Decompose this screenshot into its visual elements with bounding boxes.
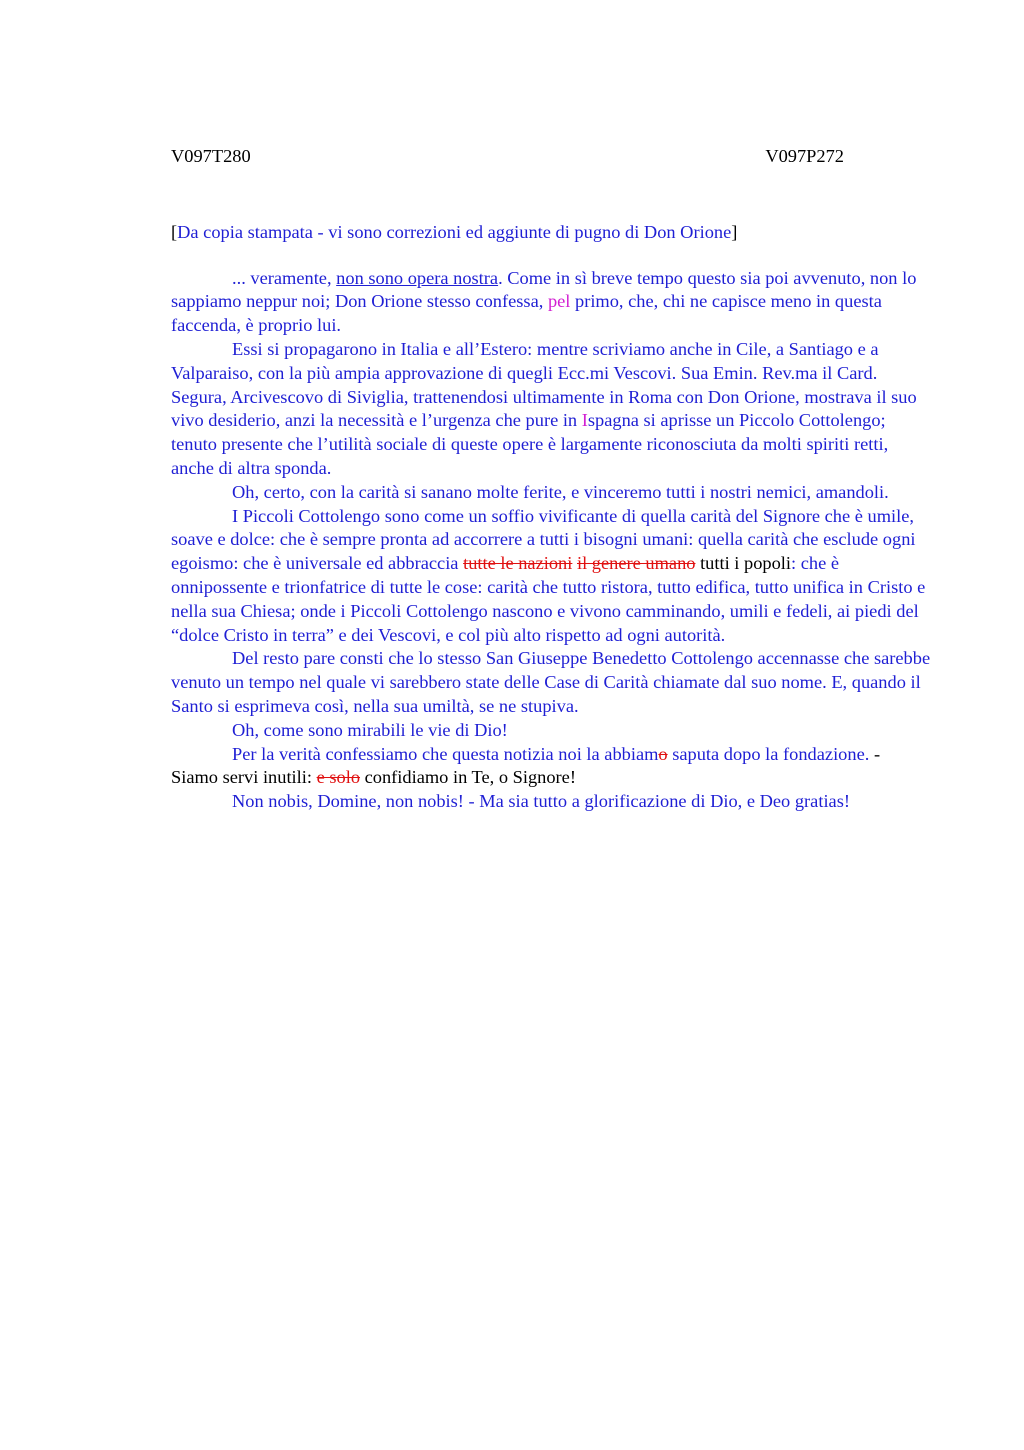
note-text: Da copia stampata - vi sono correzioni ed aggiunte di pugno di Don Orione: [177, 221, 732, 242]
text-run: ... veramente,: [232, 267, 337, 288]
paragraph-4: [171, 505, 931, 648]
text-run: spagna si aprisse un Piccolo Cottolengo; tenuto presente che l’utilità sociale di queste opere è largamente riconosciuta da molti spiriti retti, anche di altra sponda.: [171, 410, 889, 478]
text-run: saputa dopo la fondazione.: [667, 743, 870, 764]
paragraph-7: [171, 743, 931, 791]
underlined-text: non sono opera nostra: [336, 267, 499, 288]
note-close-bracket: ]: [731, 221, 738, 242]
inserted-text: confidiamo in Te, o Signore!: [360, 767, 576, 788]
deleted-text: tutte le nazioni: [463, 553, 573, 574]
paragraph-6: Oh, come sono mirabili le vie di Dio!: [232, 719, 508, 740]
document-body: [171, 267, 931, 814]
deleted-text: o: [658, 743, 668, 764]
text-run: I Piccoli Cottolengo sono come un soffio vivificante di quella carità del Signore che è umile, soave e dolce: che è sempre pronta ad accorrere a tutti i bisogni umani: quella carità che esclude ogni egoismo: che è universale ed abbraccia: [171, 505, 916, 574]
handwritten-correction: pel: [547, 291, 571, 312]
text-run: primo, che, chi ne capisce meno in questa faccenda, è proprio lui.: [171, 291, 882, 336]
document-page: [171, 145, 931, 814]
text-run: Essi si propagarono in Italia e all’Estero: mentre scriviamo anche in Cile, a Santiago e a Valparaiso, con la più ampia approvazione di quegli Ecc.mi Vescovi. Sua Emin. Rev.ma il Card. Segura, Arcivescovo di Siviglia, trattenendosi ultimamente in Roma con Don Orione, mostrava il suo vivo desiderio, anzi la necessità e l’urgenza che pure in: [171, 338, 917, 431]
text-run: : che è onnipossente e trionfatrice di tutte le cose: carità che tutto ristora, tutto edifica, tutto unifica in Cristo e nella sua Chiesa; onde i Piccoli Cottolengo nascono e vivono camminando, umili e fedeli, ai piedi del “dolce Cristo in terra” e dei Vescovi, e col più alto rispetto ad ogni autorità.: [171, 553, 926, 645]
document-code-left: V097T280: [171, 146, 251, 166]
note-open-bracket: [: [171, 221, 178, 242]
deleted-text: e solo: [316, 767, 361, 788]
handwritten-correction: I: [581, 410, 588, 431]
document-code-right: V097P272: [765, 146, 844, 166]
deleted-text: il genere umano: [576, 553, 696, 574]
paragraph-8: Non nobis, Domine, non nobis! - Ma sia tutto a glorificazione di Dio, e Deo gratias!: [232, 791, 850, 812]
paragraph-3: Oh, certo, con la carità si sanano molte ferite, e vinceremo tutti i nostri nemici, amandoli.: [232, 481, 889, 502]
text-run: Per la verità confessiamo che questa notizia noi la abbiam: [232, 743, 659, 764]
text-run: . Come in sì breve tempo questo sia poi avvenuto, non lo sappiamo neppur noi; Don Orione stesso confessa,: [171, 267, 917, 312]
inserted-text: - Siamo servi inutili:: [171, 743, 881, 788]
paragraph-5: Del resto pare consti che lo stesso San Giuseppe Benedetto Cottolengo accennasse che sarebbe venuto un tempo nel quale vi sarebbero state delle Case di Carità chiamate dal suo nome. E, quando il Santo si esprimeva così, nella sua umiltà, se ne stupiva.: [171, 648, 931, 716]
editorial-note: [171, 221, 931, 245]
paragraph-2: [171, 338, 931, 481]
page-header: [171, 145, 844, 169]
paragraph-1: [171, 267, 931, 338]
inserted-text: tutti i popoli: [695, 553, 792, 574]
